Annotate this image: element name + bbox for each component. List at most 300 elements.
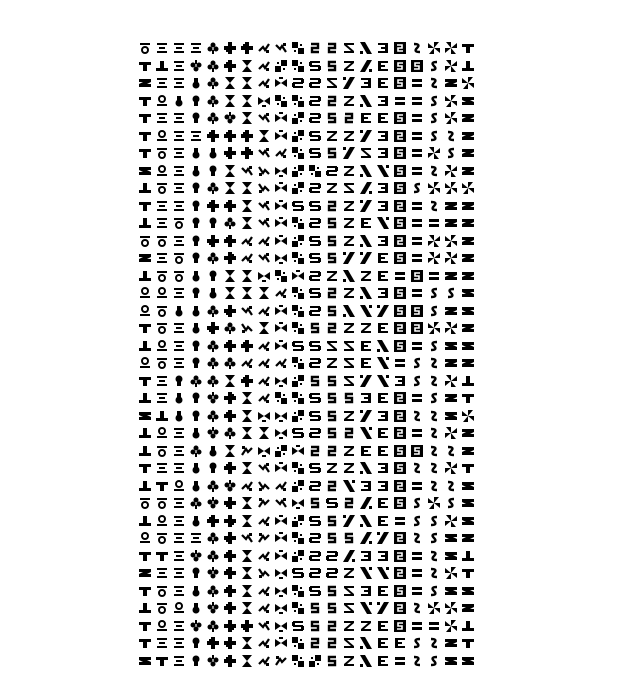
glyph-cell	[190, 95, 202, 107]
glyph-cell	[258, 60, 270, 72]
glyph-cell	[224, 637, 236, 649]
glyph-cell	[326, 77, 338, 89]
glyph-cell	[292, 480, 304, 492]
glyph-cell	[360, 165, 372, 177]
glyph-cell	[343, 77, 355, 89]
glyph-cell	[411, 550, 423, 562]
glyph-cell	[258, 427, 270, 439]
glyph-cell	[377, 165, 389, 177]
glyph-cell	[394, 42, 406, 54]
glyph-cell	[173, 322, 185, 334]
glyph-cell	[241, 322, 253, 334]
glyph-cell	[394, 410, 406, 422]
glyph-cell	[445, 375, 457, 387]
glyph-cell	[258, 217, 270, 229]
glyph-cell	[428, 550, 440, 562]
glyph-cell	[224, 42, 236, 54]
glyph-cell	[411, 427, 423, 439]
glyph-cell	[241, 112, 253, 124]
glyph-cell	[156, 655, 168, 667]
glyph-cell	[241, 515, 253, 527]
glyph-cell	[224, 602, 236, 614]
glyph-cell	[258, 252, 270, 264]
glyph-cell	[241, 287, 253, 299]
glyph-cell	[207, 200, 219, 212]
glyph-cell	[326, 602, 338, 614]
glyph-cell	[462, 112, 474, 124]
glyph-cell	[462, 585, 474, 597]
glyph-cell	[445, 480, 457, 492]
glyph-cell	[207, 655, 219, 667]
glyph-cell	[462, 200, 474, 212]
glyph-cell	[428, 182, 440, 194]
glyph-cell	[326, 112, 338, 124]
glyph-cell	[309, 567, 321, 579]
glyph-cell	[190, 602, 202, 614]
glyph-cell	[275, 497, 287, 509]
glyph-cell	[224, 130, 236, 142]
glyph-cell	[173, 287, 185, 299]
glyph-cell	[360, 200, 372, 212]
glyph-cell	[343, 200, 355, 212]
glyph-cell	[445, 165, 457, 177]
glyph-cell	[377, 585, 389, 597]
glyph-cell	[173, 375, 185, 387]
glyph-cell	[428, 340, 440, 352]
glyph-cell	[139, 602, 151, 614]
glyph-cell	[139, 357, 151, 369]
glyph-cell	[258, 375, 270, 387]
glyph-cell	[326, 200, 338, 212]
glyph-cell	[428, 357, 440, 369]
glyph-cell	[394, 497, 406, 509]
glyph-cell	[207, 305, 219, 317]
glyph-cell	[139, 392, 151, 404]
glyph-cell	[377, 655, 389, 667]
glyph-cell	[190, 340, 202, 352]
glyph-cell	[411, 252, 423, 264]
glyph-cell	[428, 60, 440, 72]
glyph-cell	[190, 165, 202, 177]
glyph-cell	[360, 357, 372, 369]
glyph-cell	[139, 340, 151, 352]
glyph-cell	[394, 182, 406, 194]
glyph-cell	[343, 182, 355, 194]
glyph-cell	[292, 427, 304, 439]
glyph-cell	[224, 550, 236, 562]
glyph-cell	[224, 305, 236, 317]
glyph-cell	[326, 147, 338, 159]
glyph-cell	[156, 375, 168, 387]
glyph-cell	[428, 95, 440, 107]
glyph-cell	[156, 602, 168, 614]
glyph-cell	[445, 585, 457, 597]
glyph-cell	[343, 655, 355, 667]
glyph-cell	[207, 585, 219, 597]
glyph-cell	[445, 322, 457, 334]
glyph-cell	[428, 602, 440, 614]
glyph-cell	[360, 480, 372, 492]
glyph-cell	[275, 252, 287, 264]
glyph-cell	[428, 322, 440, 334]
glyph-cell	[343, 497, 355, 509]
glyph-cell	[462, 357, 474, 369]
glyph-cell	[377, 77, 389, 89]
glyph-cell	[224, 165, 236, 177]
glyph-cell	[394, 567, 406, 579]
glyph-cell	[190, 497, 202, 509]
glyph-cell	[156, 130, 168, 142]
glyph-cell	[394, 165, 406, 177]
glyph-cell	[326, 322, 338, 334]
glyph-cell	[292, 462, 304, 474]
glyph-cell	[258, 602, 270, 614]
glyph-cell	[258, 270, 270, 282]
glyph-cell	[173, 42, 185, 54]
glyph-cell	[207, 340, 219, 352]
glyph-cell	[139, 497, 151, 509]
glyph-cell	[411, 445, 423, 457]
glyph-cell	[462, 375, 474, 387]
glyph-cell	[394, 357, 406, 369]
glyph-cell	[190, 322, 202, 334]
glyph-cell	[156, 147, 168, 159]
glyph-cell	[292, 60, 304, 72]
glyph-cell	[343, 147, 355, 159]
glyph-cell	[275, 515, 287, 527]
glyph-cell	[292, 637, 304, 649]
glyph-cell	[360, 637, 372, 649]
glyph-cell	[343, 322, 355, 334]
glyph-cell	[343, 252, 355, 264]
glyph-cell	[309, 322, 321, 334]
glyph-cell	[377, 95, 389, 107]
glyph-cell	[139, 60, 151, 72]
glyph-cell	[139, 322, 151, 334]
glyph-cell	[326, 130, 338, 142]
glyph-cell	[173, 340, 185, 352]
glyph-cell	[394, 585, 406, 597]
glyph-cell	[224, 585, 236, 597]
glyph-cell	[343, 95, 355, 107]
glyph-cell	[173, 532, 185, 544]
glyph-cell	[275, 655, 287, 667]
glyph-cell	[190, 217, 202, 229]
glyph-cell	[156, 322, 168, 334]
glyph-cell	[275, 637, 287, 649]
glyph-cell	[207, 77, 219, 89]
glyph-cell	[309, 147, 321, 159]
glyph-cell	[309, 252, 321, 264]
glyph-cell	[462, 532, 474, 544]
glyph-cell	[156, 95, 168, 107]
glyph-cell	[190, 252, 202, 264]
glyph-cell	[309, 77, 321, 89]
glyph-cell	[326, 655, 338, 667]
glyph-cell	[224, 112, 236, 124]
glyph-cell	[292, 95, 304, 107]
glyph-cell	[173, 147, 185, 159]
glyph-cell	[292, 77, 304, 89]
glyph-cell	[462, 655, 474, 667]
glyph-cell	[224, 532, 236, 544]
glyph-cell	[173, 567, 185, 579]
glyph-cell	[275, 322, 287, 334]
glyph-cell	[394, 270, 406, 282]
glyph-cell	[309, 60, 321, 72]
glyph-cell	[462, 165, 474, 177]
glyph-cell	[190, 567, 202, 579]
glyph-cell	[462, 497, 474, 509]
glyph-cell	[360, 550, 372, 562]
glyph-cell	[207, 375, 219, 387]
glyph-cell	[343, 270, 355, 282]
glyph-cell	[190, 287, 202, 299]
glyph-cell	[360, 410, 372, 422]
glyph-cell	[309, 235, 321, 247]
glyph-cell	[462, 42, 474, 54]
glyph-cell	[462, 427, 474, 439]
glyph-cell	[445, 532, 457, 544]
glyph-cell	[173, 445, 185, 457]
glyph-cell	[377, 252, 389, 264]
glyph-cell	[462, 270, 474, 282]
glyph-cell	[326, 620, 338, 632]
glyph-cell	[326, 357, 338, 369]
glyph-cell	[343, 620, 355, 632]
glyph-cell	[394, 252, 406, 264]
glyph-cell	[241, 95, 253, 107]
glyph-cell	[173, 305, 185, 317]
glyph-cell	[241, 77, 253, 89]
glyph-cell	[292, 445, 304, 457]
glyph-cell	[377, 532, 389, 544]
glyph-cell	[156, 182, 168, 194]
glyph-cell	[377, 42, 389, 54]
glyph-cell	[360, 235, 372, 247]
glyph-cell	[377, 217, 389, 229]
glyph-cell	[462, 182, 474, 194]
glyph-cell	[207, 322, 219, 334]
glyph-cell	[139, 515, 151, 527]
glyph-cell	[377, 445, 389, 457]
glyph-cell	[394, 480, 406, 492]
glyph-cell	[173, 655, 185, 667]
glyph-cell	[394, 532, 406, 544]
glyph-cell	[258, 515, 270, 527]
glyph-cell	[326, 532, 338, 544]
glyph-cell	[343, 410, 355, 422]
glyph-cell	[462, 305, 474, 317]
glyph-cell	[275, 375, 287, 387]
glyph-cell	[173, 270, 185, 282]
glyph-cell	[241, 305, 253, 317]
glyph-cell	[241, 392, 253, 404]
glyph-cell	[173, 60, 185, 72]
glyph-cell	[258, 42, 270, 54]
glyph-cell	[173, 427, 185, 439]
glyph-cell	[411, 567, 423, 579]
glyph-cell	[292, 217, 304, 229]
glyph-cell	[292, 200, 304, 212]
glyph-cell	[326, 427, 338, 439]
glyph-cell	[360, 322, 372, 334]
glyph-cell	[190, 655, 202, 667]
glyph-cell	[309, 375, 321, 387]
glyph-cell	[394, 637, 406, 649]
glyph-cell	[292, 620, 304, 632]
glyph-cell	[207, 637, 219, 649]
glyph-cell	[360, 340, 372, 352]
glyph-cell	[377, 375, 389, 387]
glyph-cell	[275, 287, 287, 299]
glyph-cell	[326, 42, 338, 54]
glyph-cell	[377, 340, 389, 352]
glyph-cell	[173, 200, 185, 212]
glyph-cell	[445, 42, 457, 54]
glyph-cell	[207, 602, 219, 614]
glyph-cell	[173, 235, 185, 247]
glyph-cell	[411, 287, 423, 299]
glyph-cell	[224, 95, 236, 107]
glyph-cell	[156, 550, 168, 562]
glyph-cell	[360, 305, 372, 317]
glyph-cell	[292, 305, 304, 317]
glyph-cell	[428, 427, 440, 439]
glyph-cell	[207, 235, 219, 247]
glyph-cell	[224, 147, 236, 159]
glyph-cell	[428, 305, 440, 317]
glyph-cell	[326, 340, 338, 352]
glyph-cell	[326, 497, 338, 509]
glyph-cell	[445, 147, 457, 159]
glyph-cell	[394, 287, 406, 299]
glyph-cell	[207, 95, 219, 107]
glyph-cell	[445, 620, 457, 632]
glyph-cell	[275, 235, 287, 247]
glyph-cell	[224, 287, 236, 299]
glyph-cell	[394, 95, 406, 107]
glyph-cell	[173, 602, 185, 614]
glyph-cell	[258, 77, 270, 89]
glyph-cell	[309, 585, 321, 597]
glyph-cell	[428, 130, 440, 142]
glyph-cell	[445, 462, 457, 474]
glyph-cell	[411, 585, 423, 597]
glyph-cell	[292, 322, 304, 334]
glyph-cell	[258, 112, 270, 124]
glyph-cell	[377, 322, 389, 334]
glyph-cell	[139, 95, 151, 107]
glyph-cell	[428, 252, 440, 264]
glyph-cell	[309, 637, 321, 649]
glyph-cell	[343, 585, 355, 597]
glyph-cell	[207, 550, 219, 562]
glyph-cell	[224, 77, 236, 89]
glyph-cell	[275, 567, 287, 579]
glyph-cell	[411, 182, 423, 194]
glyph-cell	[377, 427, 389, 439]
glyph-cell	[275, 95, 287, 107]
glyph-cell	[139, 445, 151, 457]
glyph-cell	[207, 515, 219, 527]
glyph-cell	[275, 42, 287, 54]
glyph-cell	[292, 270, 304, 282]
glyph-cell	[190, 375, 202, 387]
glyph-cell	[309, 620, 321, 632]
glyph-cell	[156, 112, 168, 124]
glyph-cell	[343, 165, 355, 177]
glyph-cell	[326, 515, 338, 527]
glyph-cell	[326, 270, 338, 282]
glyph-cell	[224, 655, 236, 667]
glyph-cell	[360, 252, 372, 264]
glyph-cell	[343, 130, 355, 142]
glyph-cell	[411, 77, 423, 89]
glyph-cell	[360, 392, 372, 404]
glyph-cell	[207, 287, 219, 299]
glyph-cell	[292, 147, 304, 159]
glyph-cell	[411, 532, 423, 544]
glyph-cell	[445, 200, 457, 212]
glyph-cell	[394, 130, 406, 142]
glyph-cell	[241, 620, 253, 632]
glyph-cell	[156, 60, 168, 72]
glyph-cell	[241, 462, 253, 474]
glyph-cell	[156, 515, 168, 527]
glyph-cell	[139, 427, 151, 439]
glyph-cell	[190, 42, 202, 54]
glyph-cell	[139, 585, 151, 597]
glyph-cell	[139, 480, 151, 492]
glyph-cell	[156, 200, 168, 212]
glyph-cell	[292, 165, 304, 177]
glyph-cell	[462, 550, 474, 562]
glyph-cell	[343, 112, 355, 124]
glyph-cell	[292, 287, 304, 299]
glyph-cell	[292, 130, 304, 142]
glyph-cell	[139, 165, 151, 177]
glyph-cell	[292, 340, 304, 352]
glyph-cell	[394, 200, 406, 212]
glyph-cell	[394, 235, 406, 247]
glyph-cell	[156, 340, 168, 352]
glyph-cell	[292, 515, 304, 527]
glyph-cell	[224, 235, 236, 247]
glyph-cell	[462, 60, 474, 72]
glyph-cell	[411, 357, 423, 369]
glyph-cell	[326, 60, 338, 72]
glyph-cell	[156, 480, 168, 492]
glyph-cell	[190, 60, 202, 72]
glyph-cell	[275, 270, 287, 282]
glyph-cell	[428, 497, 440, 509]
glyph-cell	[275, 130, 287, 142]
glyph-cell	[462, 410, 474, 422]
glyph-cell	[343, 445, 355, 457]
glyph-cell	[343, 357, 355, 369]
glyph-cell	[275, 357, 287, 369]
glyph-cell	[309, 427, 321, 439]
glyph-cell	[462, 462, 474, 474]
glyph-cell	[462, 77, 474, 89]
glyph-cell	[173, 217, 185, 229]
glyph-cell	[326, 305, 338, 317]
glyph-cell	[309, 165, 321, 177]
glyph-cell	[258, 410, 270, 422]
glyph-cell	[258, 357, 270, 369]
glyph-cell	[360, 655, 372, 667]
